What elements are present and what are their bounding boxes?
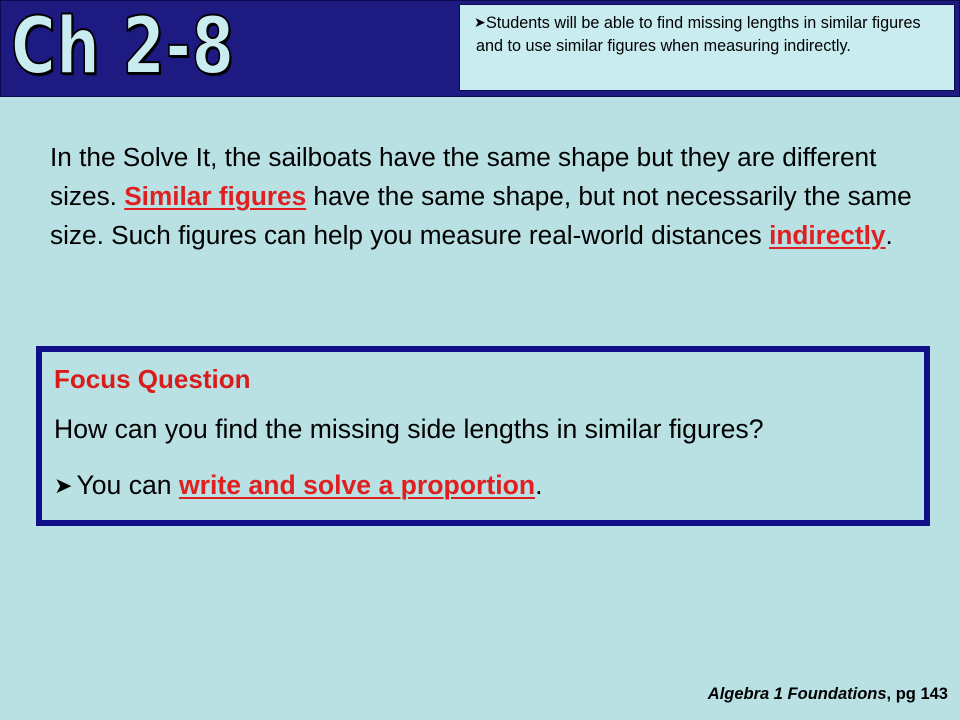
arrow-bullet-icon: ➤ [474,14,486,30]
intro-paragraph [50,138,930,255]
footer-book: Algebra 1 Foundations [707,685,887,703]
footer-citation [708,685,948,704]
arrow-bullet-icon: ➤ [54,473,73,498]
answer-prefix: You can [76,470,179,500]
focus-question: How can you find the missing side lengths in similar figures? [54,414,764,444]
intro-text-3: . [885,220,893,250]
footer-page: , pg 143 [886,685,948,703]
intro-text-1: In the Solve It, the sailboats have the same shape but they are different sizes. [50,142,877,211]
term-indirectly: indirectly [769,220,886,250]
intro-text-2: have the same shape, but not necessarily the same size. Such figures can help you measure real-world distances [50,181,912,250]
focus-answer [54,470,542,501]
chapter-title: Ch 2-8 [11,2,235,92]
focus-heading: Focus Question [54,364,251,394]
answer-term: write and solve a proportion [178,470,536,500]
focus-question-box [36,346,930,526]
answer-suffix: . [535,470,543,500]
header-banner [0,0,960,97]
objective-text: Students will be able to find missing lengths in similar figures and to use similar figures when measuring indirectly. [476,14,921,55]
term-similar-figures: Similar figures [124,181,307,211]
objective-box [459,4,955,91]
